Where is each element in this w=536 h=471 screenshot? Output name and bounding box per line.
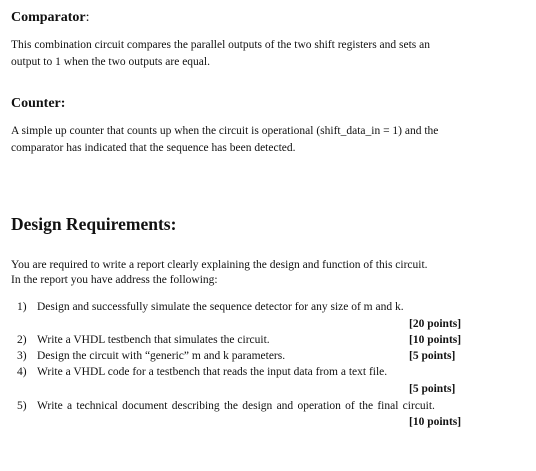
requirement-item-points: [20 points] <box>409 318 462 330</box>
counter-text-line-2: comparator has indicated that the sequence has been detected. <box>11 142 296 154</box>
requirement-item-number: 5) <box>17 400 27 412</box>
requirement-item-number: 1) <box>17 301 27 313</box>
requirements-intro-line-2: In the report you have address the following: <box>11 274 218 286</box>
design-requirements-heading: Design Requirements: <box>11 214 177 234</box>
requirement-item-number: 3) <box>17 350 27 362</box>
comparator-heading: Comparator: <box>11 10 90 25</box>
comparator-text-line-1: This combination circuit compares the parallel outputs of the two shift registers and sets an <box>11 39 431 51</box>
requirement-item-text: Design and successfully simulate the sequence detector for any size of m and k. <box>37 301 404 313</box>
comparator-text-line-2: output to 1 when the two outputs are equal. <box>11 56 210 68</box>
requirement-item-text: Write a VHDL code for a testbench that reads the input data from a text file. <box>37 366 388 378</box>
requirement-item-text: Write a technical document describing the design and operation of the final circuit. <box>37 400 435 412</box>
requirement-item-number: 4) <box>17 366 27 378</box>
requirements-intro-line-1: You are required to write a report clearly explaining the design and function of this circuit. <box>11 259 428 271</box>
requirement-item-points: [10 points] <box>409 416 462 428</box>
counter-text-line-1: A simple up counter that counts up when the circuit is operational (shift_data_in = 1) and the <box>11 125 439 137</box>
requirement-item-number: 2) <box>17 334 27 346</box>
requirement-item-points: [5 points] <box>409 383 456 395</box>
requirement-item-points: [10 points] <box>409 334 462 346</box>
counter-heading: Counter: <box>11 96 66 111</box>
requirement-item-text: Write a VHDL testbench that simulates the circuit. <box>37 334 270 346</box>
requirement-item-points: [5 points] <box>409 350 456 362</box>
requirement-item-text: Design the circuit with “generic” m and k parameters. <box>37 350 286 362</box>
